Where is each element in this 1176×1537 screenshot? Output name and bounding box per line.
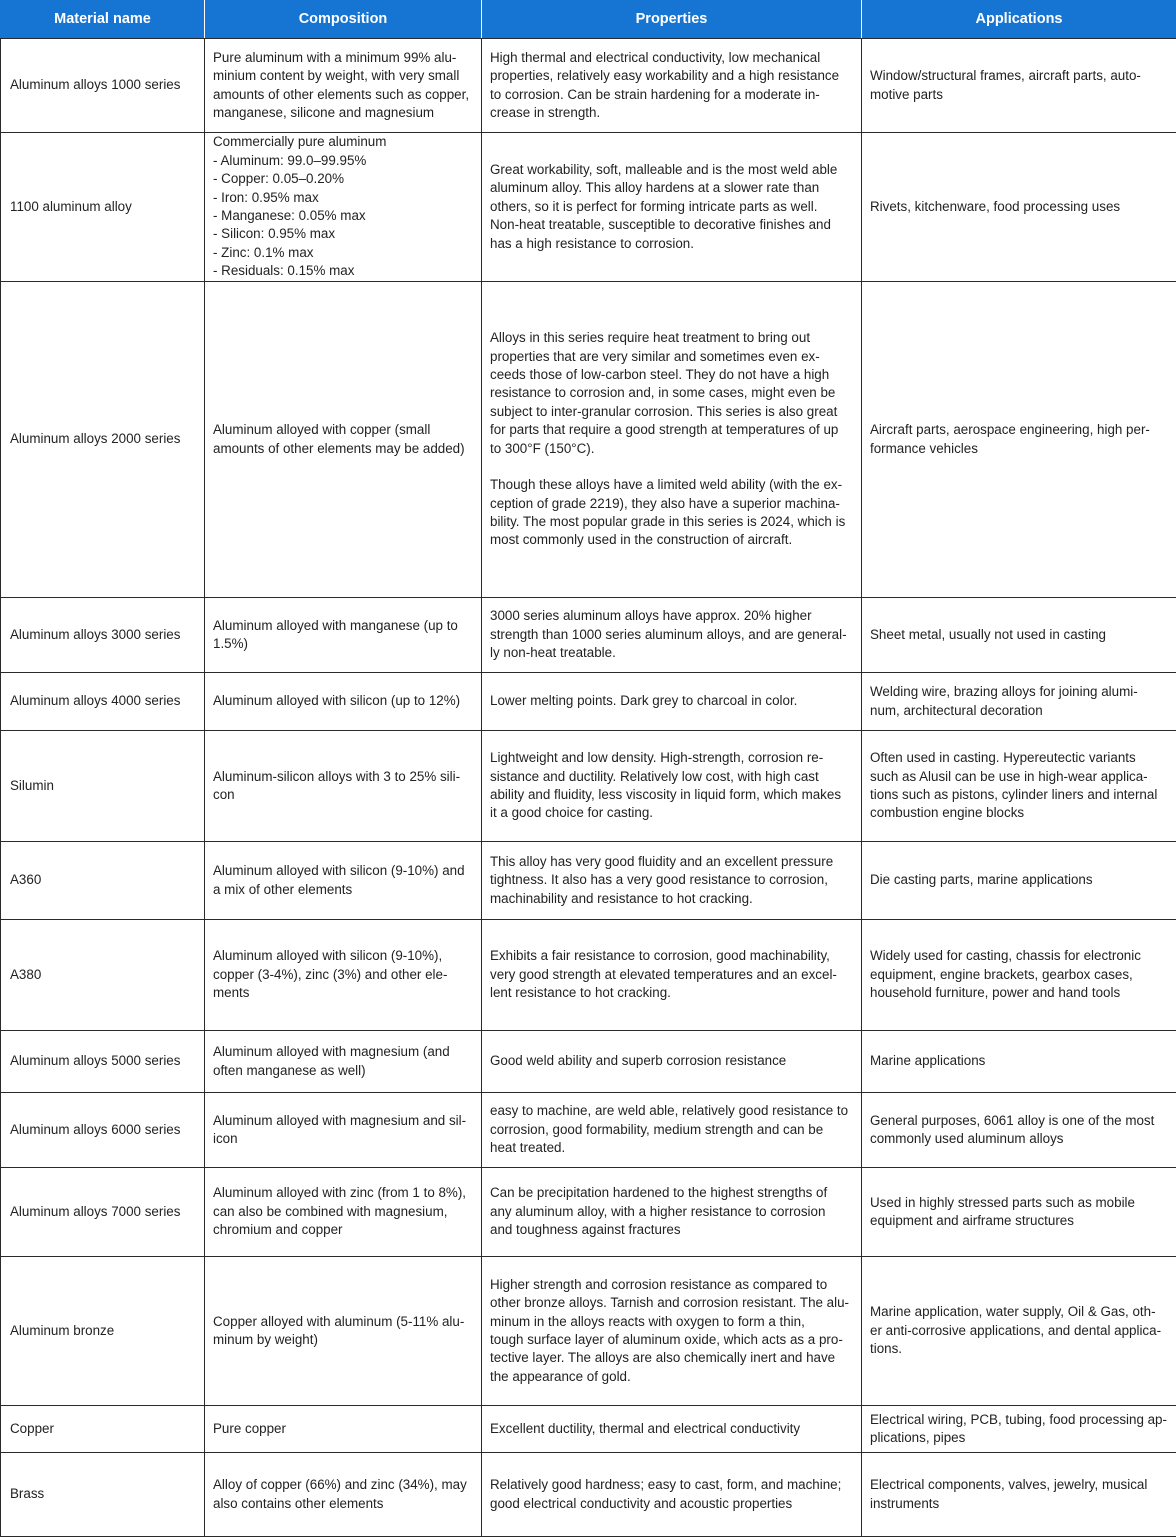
table-row (1, 673, 1176, 731)
cell-composition: Aluminum alloyed with zinc (from 1 to 8%), can also be combined with magnesium, chromium and copper (205, 1168, 482, 1257)
cell-applications: Often used in casting. Hypereutectic variants such as Alusil can be use in high-wear applica- tions such as pistons, cylinder liners and internal combustion engine blocks (862, 731, 1176, 842)
properties-paragraph: Alloys in this series require heat treatment to bring out properties that are very similar and sometimes even ex- ceeds those of low-carbon steel. They do not have a high resistance to corrosion and, in some cases, might even be subject to inter-granular corrosion. This series is also great for parts that require a good strength at temperatures of up to 300°F (150°C). (490, 329, 853, 458)
table-row (1, 598, 1176, 673)
cell-properties (482, 133, 862, 282)
cell-composition: Aluminum alloyed with silicon (9-10%) and a mix of other elements (205, 842, 482, 920)
properties-paragraph: easy to machine, are weld able, relatively good resistance to corrosion, good formability, medium strength and can be heat treated. (490, 1102, 853, 1157)
cell-properties (482, 673, 862, 731)
cell-composition: Aluminum alloyed with silicon (up to 12%) (205, 673, 482, 731)
properties-paragraph: Great workability, soft, malleable and is the most weld able aluminum alloy. This alloy hardens at a slower rate than others, so it is perfect for forming intricate parts as well. Non-heat treatable, susceptible to decorative finishes and has a high resistance to corrosion. (490, 161, 853, 253)
properties-paragraph: Higher strength and corrosion resistance as compared to other bronze alloys. Tarnish and corrosion resistant. The alu- minum in the alloys reacts with oxygen to form a thin, tough surface layer of aluminum oxide, which acts as a pro- tective layer. The alloys are also chemically inert and have the appearance of gold. (490, 1276, 853, 1386)
table-header (1, 1, 1176, 39)
properties-paragraph: Lower melting points. Dark grey to charcoal in color. (490, 692, 853, 710)
cell-material-name: Aluminum alloys 4000 series (1, 673, 205, 731)
table-body (1, 39, 1176, 1537)
table-row (1, 282, 1176, 598)
cell-properties (482, 842, 862, 920)
cell-material-name: Aluminum alloys 6000 series (1, 1093, 205, 1168)
table-row (1, 1406, 1176, 1453)
cell-composition: Copper alloyed with aluminum (5-11% alu- minum by weight) (205, 1257, 482, 1406)
cell-applications: Aircraft parts, aerospace engineering, high per- formance vehicles (862, 282, 1176, 598)
table-row (1, 1453, 1176, 1537)
cell-composition: Aluminum alloyed with silicon (9-10%), copper (3-4%), zinc (3%) and other ele- ments (205, 920, 482, 1031)
cell-composition: Aluminum-silicon alloys with 3 to 25% sili- con (205, 731, 482, 842)
cell-applications: Marine applications (862, 1031, 1176, 1093)
cell-applications: Electrical components, valves, jewelry, musical instruments (862, 1453, 1176, 1537)
cell-composition: Aluminum alloyed with manganese (up to 1.5%) (205, 598, 482, 673)
properties-paragraph: Exhibits a fair resistance to corrosion, good machinability, very good strength at elevated temperatures and an excel- lent resistance to hot cracking. (490, 947, 853, 1002)
cell-properties (482, 598, 862, 673)
cell-material-name: Aluminum alloys 2000 series (1, 282, 205, 598)
table-row (1, 731, 1176, 842)
properties-paragraph: Relatively good hardness; easy to cast, form, and machine; good electrical conductivity and acoustic properties (490, 1476, 853, 1513)
cell-material-name: Copper (1, 1406, 205, 1453)
cell-material-name: 1100 aluminum alloy (1, 133, 205, 282)
header-properties: Properties (482, 1, 862, 39)
properties-paragraph: Lightweight and low density. High-strength, corrosion re- sistance and ductility. Relatively low cost, with high cast ability and fluidity, less viscosity in liquid form, which makes it a good choice for casting. (490, 749, 853, 823)
table-row (1, 1031, 1176, 1093)
cell-composition: Aluminum alloyed with magnesium and sil- icon (205, 1093, 482, 1168)
cell-properties (482, 1406, 862, 1453)
cell-properties (482, 1257, 862, 1406)
header-material-name: Material name (1, 1, 205, 39)
cell-material-name: Aluminum bronze (1, 1257, 205, 1406)
properties-paragraph: Can be precipitation hardened to the highest strengths of any aluminum alloy, with a higher resistance to corrosion and toughness against fractures (490, 1184, 853, 1239)
header-applications: Applications (862, 1, 1176, 39)
cell-composition: Pure copper (205, 1406, 482, 1453)
cell-applications: Used in highly stressed parts such as mobile equipment and airframe structures (862, 1168, 1176, 1257)
table-row (1, 133, 1176, 282)
cell-applications: General purposes, 6061 alloy is one of the most commonly used aluminum alloys (862, 1093, 1176, 1168)
cell-composition: Commercially pure aluminum - Aluminum: 99.0–99.95% - Copper: 0.05–0.20% - Iron: 0.95% max - Manganese: 0.05% max - Silicon: 0.95% max - Zinc: 0.1% max - Residuals: 0.15% max (205, 133, 482, 282)
table-row (1, 39, 1176, 133)
cell-material-name: Brass (1, 1453, 205, 1537)
cell-properties (482, 1093, 862, 1168)
properties-paragraph: Though these alloys have a limited weld ability (with the ex- ception of grade 2219), they also have a superior machina- bility. The most popular grade in this series is 2024, which is most commonly used in the construction of aircraft. (490, 476, 853, 550)
table-row (1, 1168, 1176, 1257)
cell-composition: Aluminum alloyed with copper (small amounts of other elements may be added) (205, 282, 482, 598)
cell-composition: Aluminum alloyed with magnesium (and often manganese as well) (205, 1031, 482, 1093)
cell-material-name: Aluminum alloys 1000 series (1, 39, 205, 133)
table-row (1, 1093, 1176, 1168)
cell-properties (482, 920, 862, 1031)
cell-material-name: A380 (1, 920, 205, 1031)
cell-properties (482, 282, 862, 598)
cell-applications: Rivets, kitchenware, food processing uses (862, 133, 1176, 282)
cell-applications: Window/structural frames, aircraft parts, auto- motive parts (862, 39, 1176, 133)
cell-properties (482, 1168, 862, 1257)
cell-properties (482, 731, 862, 842)
properties-paragraph: This alloy has very good fluidity and an excellent pressure tightness. It also has a very good resistance to corrosion, machinability and resistance to hot cracking. (490, 853, 853, 908)
cell-properties (482, 1031, 862, 1093)
properties-paragraph: Excellent ductility, thermal and electrical conductivity (490, 1420, 853, 1438)
properties-paragraph: High thermal and electrical conductivity, low mechanical properties, relatively easy workability and a high resistance to corrosion. Can be strain hardening for a moderate in- crease in strength. (490, 49, 853, 123)
cell-applications: Widely used for casting, chassis for electronic equipment, engine brackets, gearbox cases, household furniture, power and hand tools (862, 920, 1176, 1031)
cell-applications: Die casting parts, marine applications (862, 842, 1176, 920)
table-row (1, 842, 1176, 920)
properties-paragraph: Good weld ability and superb corrosion resistance (490, 1052, 853, 1070)
cell-properties (482, 39, 862, 133)
table-row (1, 1257, 1176, 1406)
cell-material-name: Aluminum alloys 7000 series (1, 1168, 205, 1257)
cell-composition: Pure aluminum with a minimum 99% alu- minium content by weight, with very small amounts of other elements such as copper, manganese, silicone and magnesium (205, 39, 482, 133)
table-row (1, 920, 1176, 1031)
cell-material-name: A360 (1, 842, 205, 920)
cell-properties (482, 1453, 862, 1537)
header-row (1, 1, 1176, 39)
cell-applications: Welding wire, brazing alloys for joining alumi- num, architectural decoration (862, 673, 1176, 731)
cell-material-name: Aluminum alloys 5000 series (1, 1031, 205, 1093)
header-composition: Composition (205, 1, 482, 39)
cell-applications: Marine application, water supply, Oil & Gas, oth- er anti-corrosive applications, and dental applica- tions. (862, 1257, 1176, 1406)
cell-composition: Alloy of copper (66%) and zinc (34%), may also contains other elements (205, 1453, 482, 1537)
properties-paragraph: 3000 series aluminum alloys have approx. 20% higher strength than 1000 series aluminum alloys, and are general- ly non-heat treatable. (490, 607, 853, 662)
cell-applications: Sheet metal, usually not used in casting (862, 598, 1176, 673)
cell-applications: Electrical wiring, PCB, tubing, food processing ap- plications, pipes (862, 1406, 1176, 1453)
cell-material-name: Aluminum alloys 3000 series (1, 598, 205, 673)
cell-material-name: Silumin (1, 731, 205, 842)
